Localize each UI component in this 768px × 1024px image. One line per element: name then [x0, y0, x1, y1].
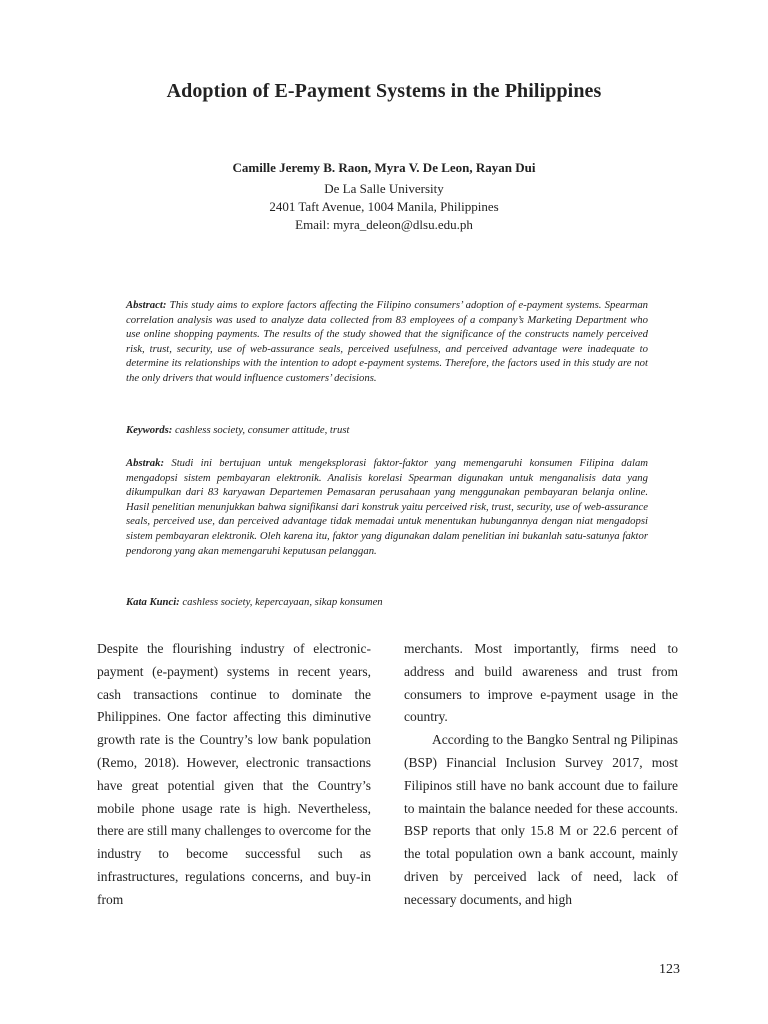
- abstract-indonesian: [126, 456, 648, 558]
- page-number: 123: [659, 962, 680, 977]
- abstract-english: [126, 298, 648, 386]
- author-list: Camille Jeremy B. Raon, Myra V. De Leon, Rayan Dui: [232, 160, 536, 175]
- keywords-english-text: cashless society, consumer attitude, trust: [174, 424, 350, 436]
- body-paragraph: Despite the flourishing industry of electronic-payment (e-payment) systems in recent years, cash transactions continue to dominate the Philippines. One factor affecting this diminutive growth rate is the Country’s low bank population (Remo, 2018). However, electronic transactions have great potential given that the Country’s mobile phone usage rate is high. Nevertheless, there are still many challenges to overcome for the industry to become successful such as infrastructures, regulations concerns, and buy-in from: [97, 641, 371, 907]
- body-paragraph: merchants. Most importantly, firms need to address and build awareness and trust from consumers to improve e-payment usage in the country.: [404, 641, 678, 725]
- keywords-indonesian: [126, 595, 648, 610]
- abstract-english-label: Abstract:: [126, 299, 167, 311]
- keywords-indonesian-text: cashless society, kepercayaan, sikap konsumen: [182, 596, 383, 608]
- keywords-english: [126, 423, 648, 438]
- abstract-indonesian-text: Studi ini bertujuan untuk mengeksplorasi faktor-faktor yang memengaruhi konsumen Filipina dalam mengadopsi sistem pembayaran elektronik. Analisis korelasi Spearman digunakan untuk menganalisis data yang dikumpulkan dari 83 karyawan Departemen Pemasaran perusahaan yang menggunakan pembayaran belanja online. Hasil penelitian menunjukkan bahwa signifikansi dari konstruk yaitu perceived risk, trust, security, use of web-assurance seals, perceived use, dan perceived advantage tidak memadai untuk menentukan hubungannya dengan niat mengadopsi sistem pembayaran elektronik. Oleh karena itu, faktor yang digunakan dalam penelitian ini bukanlah satu-satunya faktor pendorong yang akan memengaruhi keputusan pelanggan.: [126, 457, 649, 557]
- body-column-right: [404, 638, 678, 912]
- affiliation-university: De La Salle University: [324, 181, 444, 196]
- abstract-english-text: This study aims to explore factors affecting the Filipino consumers’ adoption of e-payment systems. Spearman correlation analysis was used to analyze data collected from 83 employees of a company’s Marketing Department who use online shopping payments. The results of the study showed that the significance of the constructs namely perceived risk, trust, security, use of web-assurance seals, perceived usefulness, and perceived advantage were inadequate to determine its relationships with the intention to adopt e-payment systems. Therefore, the factors used in this study are not the only drivers that would influence customers’ decisions.: [126, 299, 649, 384]
- keywords-english-label: Keywords:: [126, 424, 173, 436]
- body-column-left: [97, 638, 371, 912]
- paper-title: Adoption of E-Payment Systems in the Philippines: [166, 80, 602, 102]
- affiliation-address: 2401 Taft Avenue, 1004 Manila, Philippines: [269, 199, 499, 214]
- body-paragraph: According to the Bangko Sentral ng Pilipinas (BSP) Financial Inclusion Survey 2017, most Filipinos still have no bank account due to failure to maintain the balance needed for these accounts. BSP reports that only 15.8 M or 22.6 percent of the total population own a bank account, mainly driven by perceived lack of need, lack of necessary documents, and high: [404, 732, 678, 907]
- keywords-indonesian-label: Kata Kunci:: [126, 596, 180, 608]
- affiliation-email: Email: myra_deleon@dlsu.edu.ph: [295, 217, 473, 232]
- abstract-indonesian-label: Abstrak:: [126, 457, 165, 469]
